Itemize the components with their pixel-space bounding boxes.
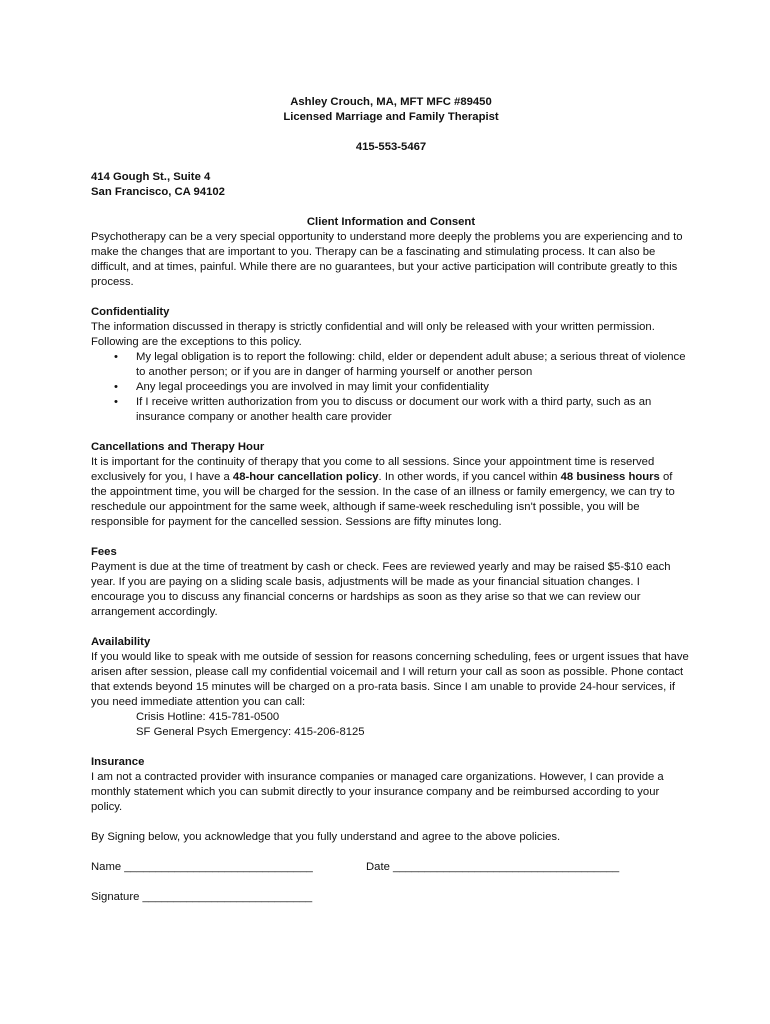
list-item: • If I receive written authorization from you to discuss or document our work with a third party, such as an insurance company or another health care provider xyxy=(136,395,691,425)
cancellations-text-a: It is important for the continuity of therapy that you come to all sessions. Since your appointment time is reserved exclusively for you, I have a xyxy=(91,456,655,483)
availability-heading: Availability xyxy=(91,636,151,648)
exceptions-list xyxy=(91,350,691,425)
business-hours-emphasis: 48 business hours xyxy=(560,471,660,483)
consent-heading: Client Information and Consent xyxy=(306,216,476,228)
fees-heading: Fees xyxy=(91,546,117,558)
insurance-paragraph: I am not a contracted provider with insurance companies or managed care organizations. However, I can provide a monthly statement which you can submit directly to your insurance company and be reimbursed according to your policy. xyxy=(91,771,664,813)
psych-emergency: SF General Psych Emergency: 415-206-8125 xyxy=(136,726,365,738)
list-item: • Any legal proceedings you are involved in may limit your confidentiality xyxy=(136,380,691,395)
cancellations-text-b: . In other words, if you cancel within xyxy=(378,471,561,483)
therapist-title: Licensed Marriage and Family Therapist xyxy=(283,111,499,123)
document-body xyxy=(91,95,691,905)
cancellations-paragraph xyxy=(91,455,691,530)
cancellation-policy-emphasis: 48-hour cancellation policy xyxy=(232,471,379,483)
name-date-row xyxy=(91,860,691,875)
address-line-2: San Francisco, CA 94102 xyxy=(91,186,225,198)
crisis-hotline: Crisis Hotline: 415-781-0500 xyxy=(136,711,280,723)
phone-number: 415-553-5467 xyxy=(355,141,427,153)
confidentiality-heading: Confidentiality xyxy=(91,306,170,318)
therapist-name: Ashley Crouch, MA, MFT MFC #89450 xyxy=(290,96,492,108)
intro-paragraph: Psychotherapy can be a very special opportunity to understand more deeply the problems you are experiencing and to make the changes that are important to you. Therapy can be a fascinating and stimulating process. It can also be difficult, and at times, painful. While there are no guarantees, but your active participation will contribute greatly to this process. xyxy=(91,231,683,288)
cancellations-heading: Cancellations and Therapy Hour xyxy=(91,441,265,453)
list-item: • My legal obligation is to report the following: child, elder or dependent adult abuse; a serious threat of violence to another person; or if you are in danger of harming yourself or another person xyxy=(136,350,691,380)
availability-paragraph: If you would like to speak with me outside of session for reasons concerning scheduling, fees or urgent issues that have arisen after session, please call my confidential voicemail and I will return your call as soon as possible. Phone contact that extends beyond 15 minutes will be charged on a pro-rata basis. Since I am unable to provide 24-hour services, if you need immediate attention you can call: xyxy=(91,651,689,708)
address-line-1: 414 Gough St., Suite 4 xyxy=(91,171,211,183)
fees-paragraph: Payment is due at the time of treatment by cash or check. Fees are reviewed yearly and may be raised $5-$10 each year. If you are paying on a sliding scale basis, adjustments will be made as your financial situation changes. I encourage you to discuss any financial concerns or hardships as soon as they arise so that we can review our arrangement accordingly. xyxy=(91,561,671,618)
signature-field[interactable]: Signature ___________________________ xyxy=(91,891,313,903)
date-field[interactable]: Date ____________________________________ xyxy=(366,861,620,873)
acknowledgement-text: By Signing below, you acknowledge that you fully understand and agree to the above policies. xyxy=(91,831,561,843)
confidentiality-paragraph: The information discussed in therapy is strictly confidential and will only be released with your written permission. Following are the exceptions to this policy. xyxy=(91,321,655,348)
name-field[interactable]: Name ______________________________ xyxy=(91,861,313,873)
insurance-heading: Insurance xyxy=(91,756,145,768)
cancellations-text-c: of the appointment time, you will be charged for the session. In the case of an illness or family emergency, we can try to reschedule our appointment for the same week, although if same-week rescheduling isn't possible, you will be responsible for payment for the cancelled session. Sessions are fifty minutes long. xyxy=(91,471,675,528)
